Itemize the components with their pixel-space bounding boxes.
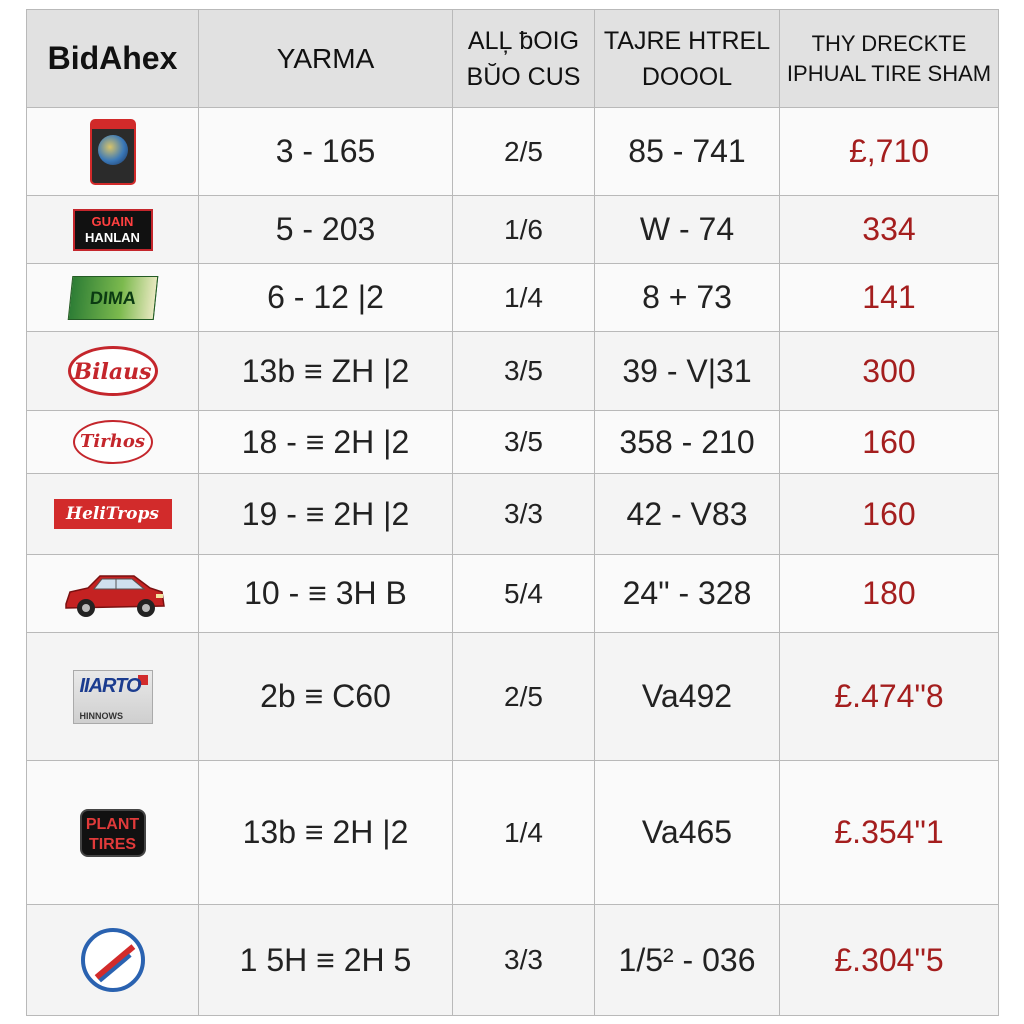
price-column-header: THY DRECKTE IPHUAL TIRE SHAM: [780, 10, 999, 108]
ratio: 2/5: [453, 108, 595, 196]
size-range: 2b ≡ C60: [199, 633, 453, 761]
table-row: [27, 761, 999, 905]
ratio: 3/5: [453, 411, 595, 474]
code: Va492: [595, 633, 780, 761]
code: 358 - 210: [595, 411, 780, 474]
size-range: 1 5H ≡ 2H 5: [199, 905, 453, 1016]
blue-planet-box-logo-icon: [90, 119, 136, 185]
ratio: 2/5: [453, 633, 595, 761]
tirhos-logo: Tirhos: [73, 420, 153, 464]
price: 160: [780, 411, 999, 474]
price: 160: [780, 474, 999, 555]
table-row: [27, 264, 999, 332]
brand-logo-cell: [27, 108, 199, 196]
price: 180: [780, 555, 999, 633]
ratio-column-header: ALL̦ ƀOIG BŬO CUS: [453, 10, 595, 108]
helitrops-logo: HeliTrops: [54, 499, 172, 529]
tire-price-table: [26, 9, 999, 1016]
size-range: 13b ≡ 2H |2: [199, 761, 453, 905]
price: £,710: [780, 108, 999, 196]
table-row: [27, 196, 999, 264]
table-row: [27, 108, 999, 196]
price: 300: [780, 332, 999, 411]
size-range: 6 - 12 |2: [199, 264, 453, 332]
brand-logo-cell: [27, 633, 199, 761]
size-column-header: YARMA: [199, 10, 453, 108]
table-row: [27, 332, 999, 411]
brand-logo-cell: [27, 196, 199, 264]
code: 85 - 741: [595, 108, 780, 196]
code: Va465: [595, 761, 780, 905]
code-column-header: TAJRE HTREL DOOOL: [595, 10, 780, 108]
size-range: 13b ≡ ZH |2: [199, 332, 453, 411]
size-range: 3 - 165: [199, 108, 453, 196]
brand-logo-cell: [27, 411, 199, 474]
ratio: 1/6: [453, 196, 595, 264]
price: £.304"5: [780, 905, 999, 1016]
brand-logo-cell: [27, 474, 199, 555]
brand-logo-cell: [27, 905, 199, 1016]
price: £.354"1: [780, 761, 999, 905]
size-range: 10 - ≡ 3H B: [199, 555, 453, 633]
bilaus-logo: Bilaus: [68, 346, 158, 396]
brand-logo-cell: [27, 555, 199, 633]
code: W - 74: [595, 196, 780, 264]
brand-column-header: BidAhex: [27, 10, 199, 108]
code: 8 + 73: [595, 264, 780, 332]
price: £.474"8: [780, 633, 999, 761]
code: 39 - V|31: [595, 332, 780, 411]
table-header: [27, 10, 999, 108]
plant-tires-logo: PLANT TIRES: [80, 809, 146, 857]
brand-logo-cell: [27, 761, 199, 905]
iiarto-logo: IIARTO HINNOWS: [73, 670, 153, 724]
price: 141: [780, 264, 999, 332]
code: 42 - V83: [595, 474, 780, 555]
code: 1/5² - 036: [595, 905, 780, 1016]
table-row: [27, 555, 999, 633]
size-range: 5 - 203: [199, 196, 453, 264]
ratio: 1/4: [453, 264, 595, 332]
ratio: 3/3: [453, 474, 595, 555]
table-row: [27, 474, 999, 555]
ratio: 3/5: [453, 332, 595, 411]
table-row: [27, 905, 999, 1016]
ratio: 3/3: [453, 905, 595, 1016]
size-range: 19 - ≡ 2H |2: [199, 474, 453, 555]
guain-hanlan-logo: GUAIN HANLAN: [73, 209, 153, 251]
ratio: 1/4: [453, 761, 595, 905]
table-row: [27, 633, 999, 761]
brand-logo-cell: [27, 332, 199, 411]
brand-logo-cell: [27, 264, 199, 332]
red-car-icon: [58, 562, 168, 626]
price: 334: [780, 196, 999, 264]
table-row: [27, 411, 999, 474]
ring-slash-logo-icon: [81, 928, 145, 992]
dima-logo: DIMA: [67, 276, 158, 320]
size-range: 18 - ≡ 2H |2: [199, 411, 453, 474]
code: 24" - 328: [595, 555, 780, 633]
ratio: 5/4: [453, 555, 595, 633]
